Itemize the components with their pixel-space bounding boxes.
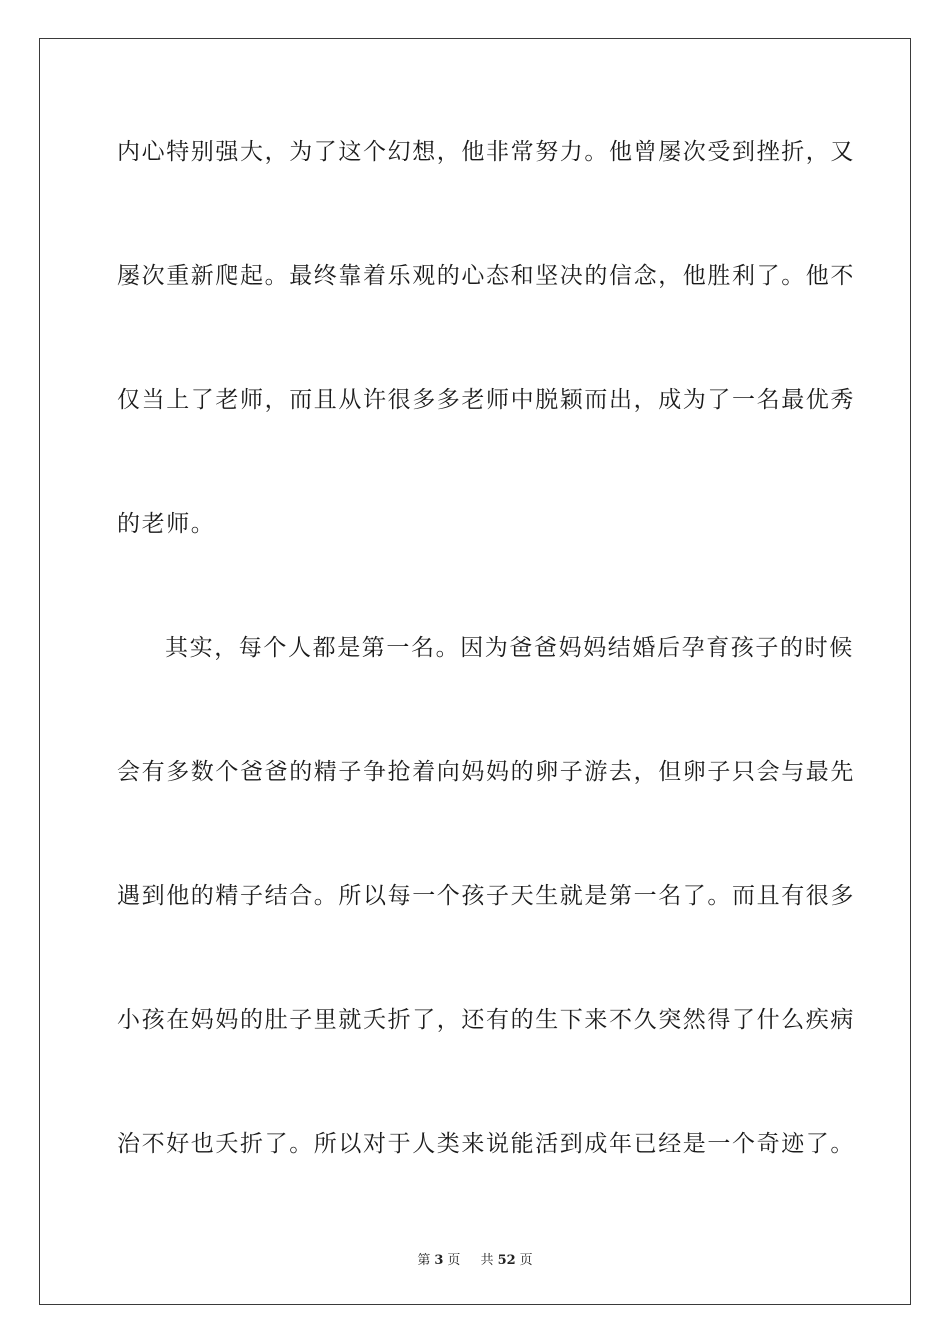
page-indicator xyxy=(413,1253,464,1268)
text-line: 小孩在妈妈的肚子里就夭折了，还有的生下来不久突然得了什么疾病 xyxy=(117,1007,855,1033)
total-indicator xyxy=(477,1253,537,1268)
total-prefix: 共 xyxy=(480,1253,494,1268)
text-line: 屡次重新爬起。最终靠着乐观的心态和坚决的信念，他胜利了。他不 xyxy=(117,263,855,289)
text-line: 会有多数个爸爸的精子争抢着向妈妈的卵子游去，但卵子只会与最先 xyxy=(117,759,855,785)
text-line: 治不好也夭折了。所以对于人类来说能活到成年已经是一个奇迹了。 xyxy=(117,1131,855,1157)
page-prefix: 第 xyxy=(417,1253,431,1268)
page-suffix: 页 xyxy=(447,1253,461,1268)
page-number: 3 xyxy=(434,1253,444,1268)
text-line: 仅当上了老师，而且从许很多多老师中脱颖而出，成为了一名最优秀 xyxy=(117,387,855,413)
total-suffix: 页 xyxy=(519,1253,533,1268)
text-line: 的老师。 xyxy=(117,511,216,537)
total-pages: 52 xyxy=(497,1253,516,1268)
page-footer xyxy=(0,1249,950,1268)
page-border xyxy=(39,38,911,1305)
text-line: 内心特别强大，为了这个幻想，他非常努力。他曾屡次受到挫折，又 xyxy=(117,139,855,165)
text-line: 遇到他的精子结合。所以每一个孩子天生就是第一名了。而且有很多 xyxy=(117,883,855,909)
paragraph-start-line: 其实，每个人都是第一名。因为爸爸妈妈结婚后孕育孩子的时候 xyxy=(165,635,854,661)
